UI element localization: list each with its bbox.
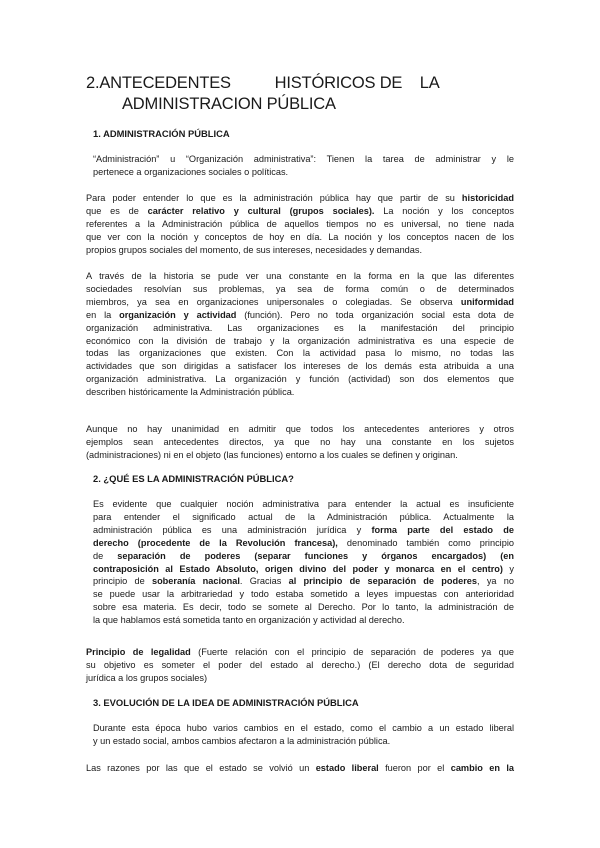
paragraph-evolution: Durante esta época hubo varios cambios en el estado, como el cambio a un estado liberal y un estado social, ambos cambios afectaron a la administración pública. xyxy=(93,723,514,746)
paragraph-legality: Principio de legalidad (Fuerte relación con el principio de separación de poderes ya que su objetivo es someter el poder del estado al derecho.) (El derecho dota de seguridad jurídica a los grupos sociales) xyxy=(86,647,514,683)
page-title xyxy=(86,73,440,115)
title-line-2: ADMINISTRACION PÚBLICA xyxy=(122,95,336,113)
bold-text: forma parte del estado de xyxy=(371,524,515,535)
bold-text: contraposición al Estado Absoluto, origen divino del poder y monarca en el centro) xyxy=(93,563,503,574)
section-heading-3: 3. EVOLUCIÓN DE LA IDEA DE ADMINISTRACIÓN PÚBLICA xyxy=(93,697,359,708)
title-line-1: 2.ANTECEDENTES HISTÓRICOS DE LA xyxy=(86,74,440,92)
bold-text: organización y actividad xyxy=(119,309,237,320)
bold-text: estado liberal xyxy=(315,763,379,773)
paragraph-history: A través de la historia se pude ver una constante en la forma en la que las diferentes sociedades resolvían sus problemas, ya sea de forma común o de determinados miembros, ya sea en organizaciones unipersonales o colegiadas. Se observa uniformidad en la organización y actividad (función). Pero no toda organización social esta dota de organización administrativa. Las organizaciones es la manifestación del principio económico con la división de trabajo y la organización administrativa es una especie de todas las organizaciones que existen. Con la actividad pasa lo mismo, no todas las actividades que son dirigidas a satisfacer los intereses de los demás esta atribuida a una organización administrativa. La organización y función (actividad) son dos elementos que describen históricamente la Administración pública. xyxy=(86,271,514,398)
paragraph-definition xyxy=(93,153,514,179)
bold-text: uniformidad xyxy=(460,296,514,307)
bold-text: carácter relativo y cultural (grupos sociales). xyxy=(147,205,375,216)
text-line: “Administración” u “Organización administrativa”: Tienen la tarea de administrar y le xyxy=(93,154,514,164)
text-line: pertenece a organizaciones sociales o políticas. xyxy=(93,166,289,177)
bold-text: separación de poderes (separar funciones y órganos encargados) (en xyxy=(117,550,514,561)
paragraph-unanimity: Aunque no hay unanimidad en admitir que todos los antecedentes anteriores y otros ejemplos sean antecedentes directos, ya que no hay una constante en los sujetos (administraciones) ni en el objeto (las funciones) entorno a los cuales se definen y originan. xyxy=(86,424,514,460)
bold-text: historicidad xyxy=(461,193,514,203)
section-heading-1: 1. ADMINISTRACIÓN PÚBLICA xyxy=(93,128,230,139)
paragraph-current-notion: Es evidente que cualquier noción administrativa para entender la actual es insuficiente para entender el significado actual de la Administración pública. Actualmente la administración pública es una administración jurídica y forma parte del estado de derecho (procedente de la Revolución francesa), denominado también como principio de separación de poderes (separar funciones y órganos encargados) (en contraposición al Estado Absoluto, origen divino del poder y monarca en el centro) y principio de soberanía nacional. Gracias al principio de separación de poderes, ya no se puede usar la arbitrariedad y todo estaba sometido a leyes impuestas con anterioridad sobre esa materia. Es decir, todo se somete al Derecho. Por lo tanto, la administración de la que hablamos está sometida tanto en organización y actividad al derecho. xyxy=(93,499,515,626)
bold-text: Principio de legalidad xyxy=(86,647,191,657)
bold-text: derecho (procedente de la Revolución francesa), xyxy=(93,537,338,548)
section-heading-2: 2. ¿QUÉ ES LA ADMINISTRACIÓN PÚBLICA? xyxy=(93,473,294,484)
paragraph-historicity: Para poder entender lo que es la administración pública hay que partir de su historicidad que es de carácter relativo y cultural (grupos sociales). La noción y los conceptos referentes a la Administración pública de aquellos tiempos no es universal, no tiene nada que ver con la noción y conceptos de hoy en día. La noción y los conceptos nacen de los propios grupos sociales del momento, de sus intereses, necesidades y demandas. xyxy=(86,193,514,255)
bold-text: soberanía nacional xyxy=(151,576,240,587)
bold-text: cambio en la xyxy=(450,763,514,773)
paragraph-liberal-state: Las razones por las que el estado se volvió un estado liberal fueron por el cambio en la xyxy=(86,763,514,773)
bold-text: al principio de separación de poderes xyxy=(288,576,478,587)
